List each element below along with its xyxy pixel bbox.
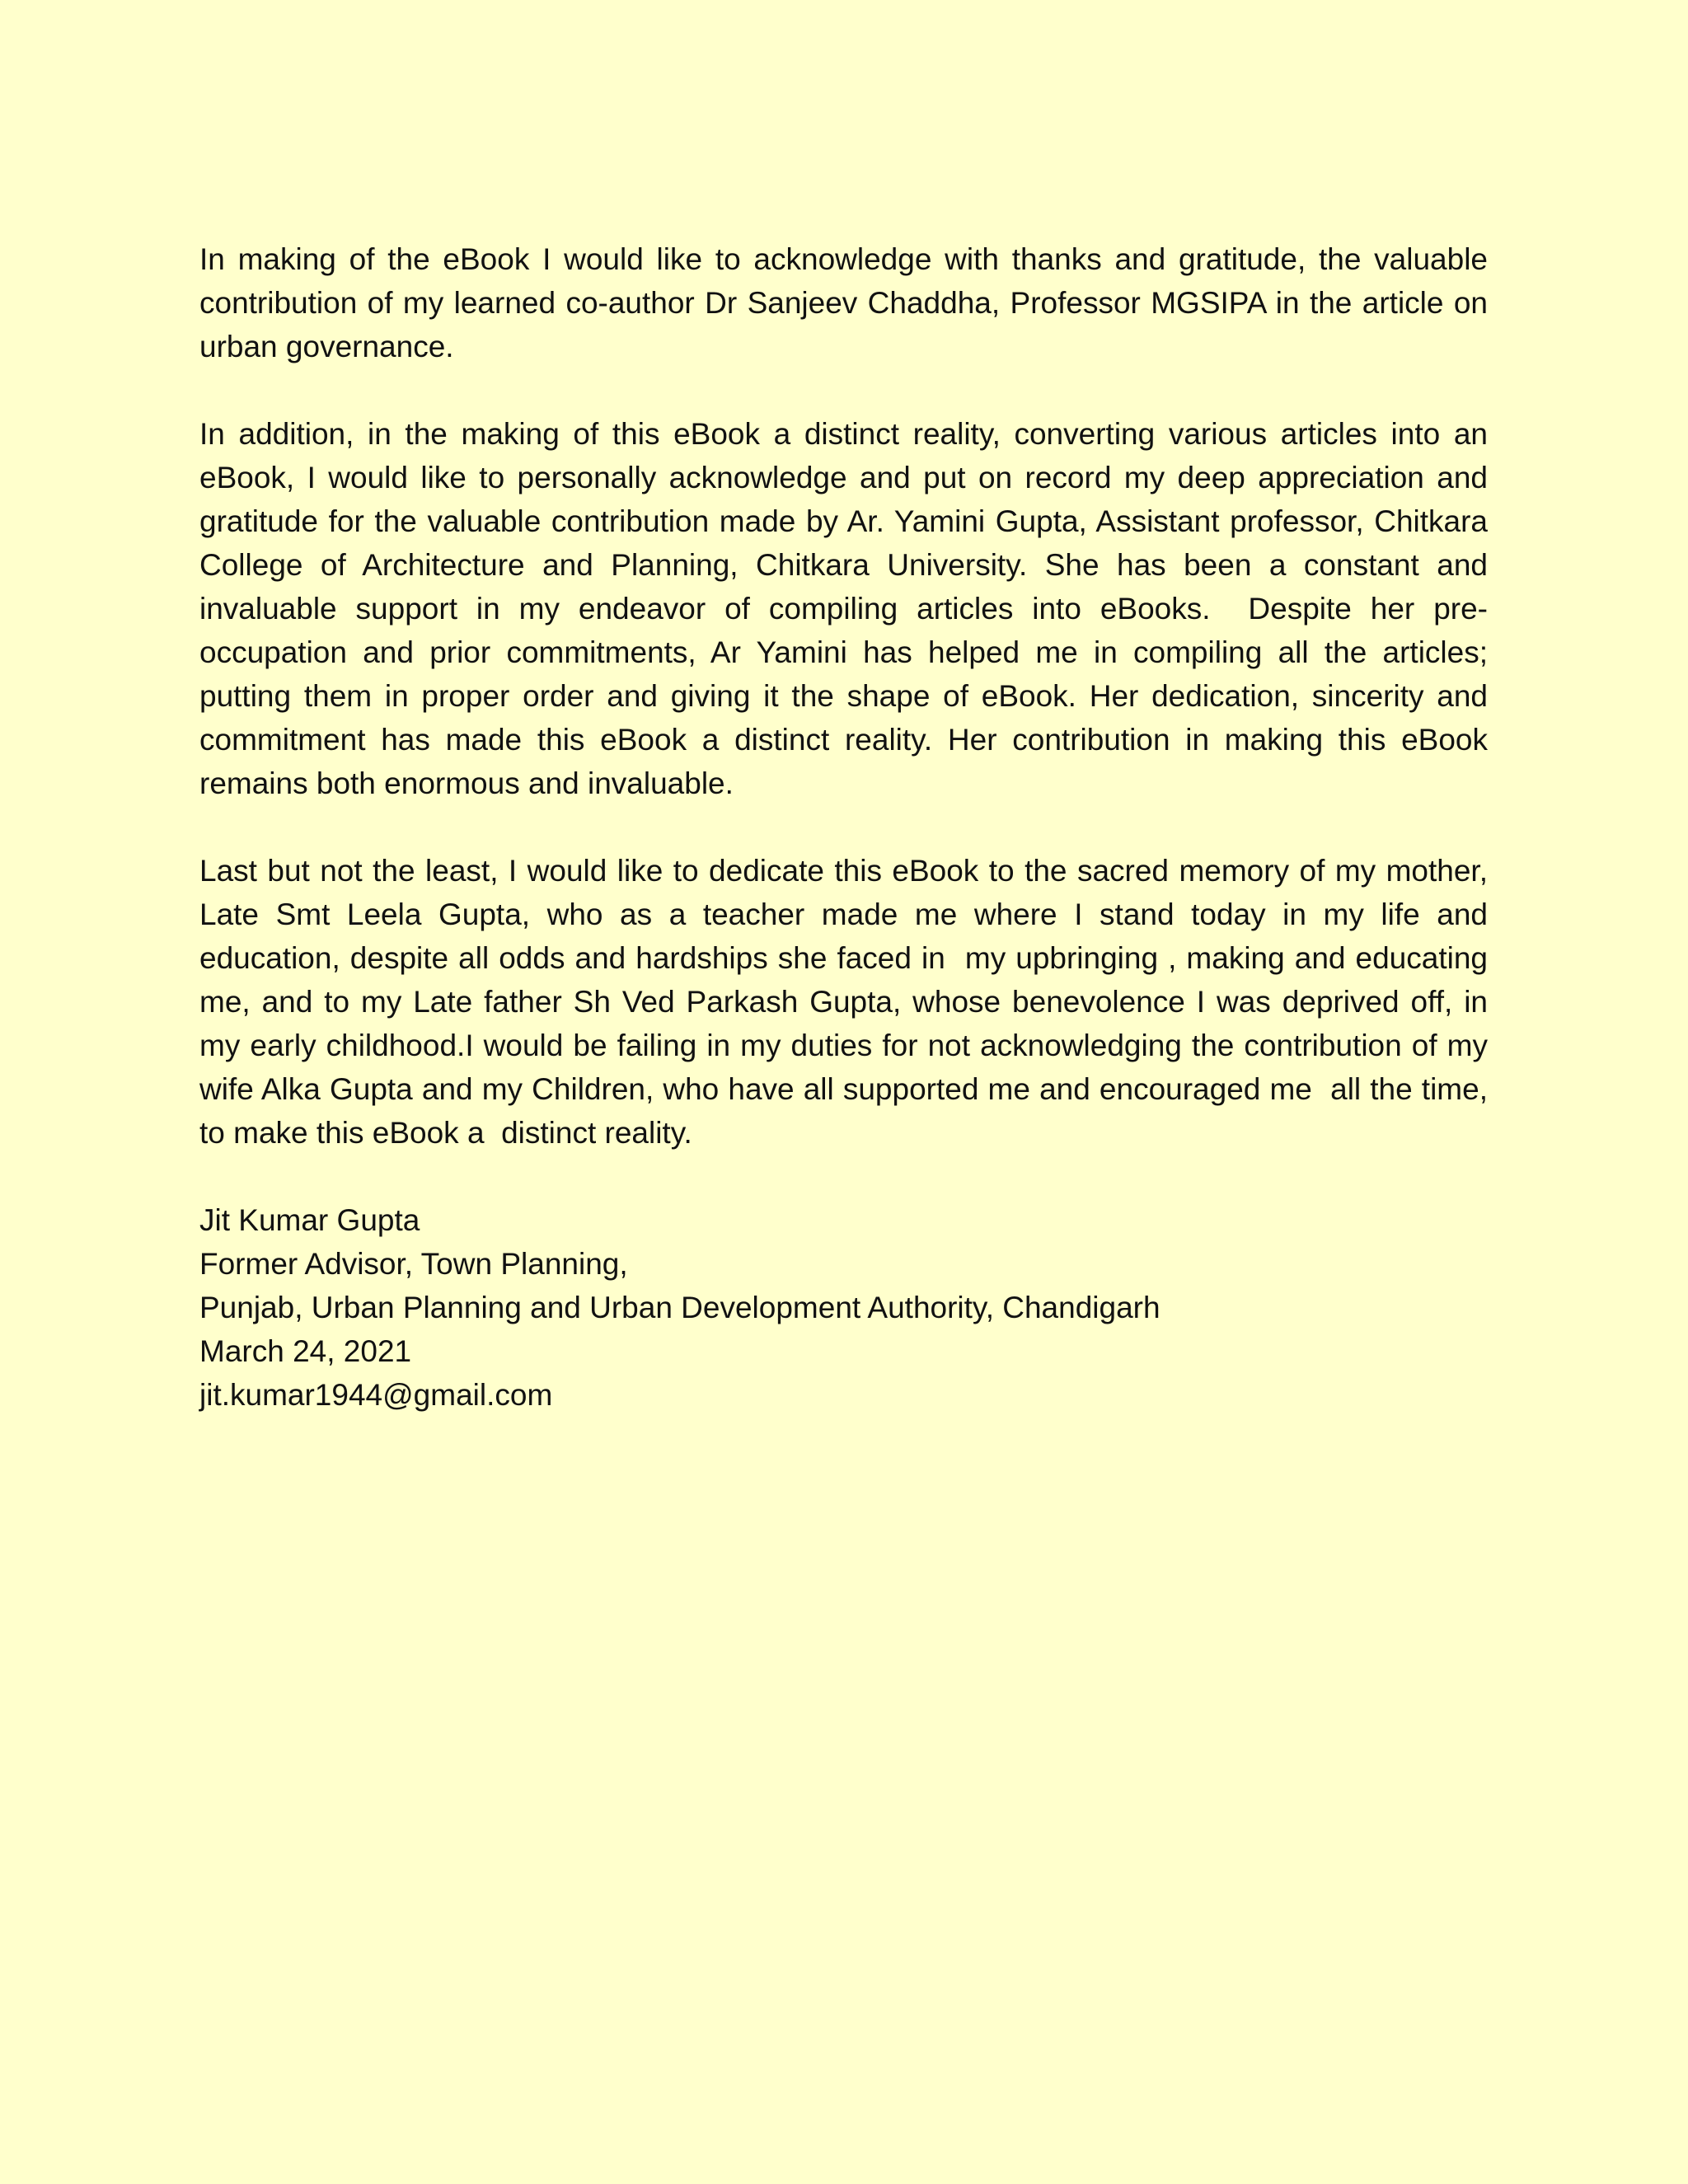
author-email: jit.kumar1944@gmail.com	[199, 1378, 553, 1412]
author-name: Jit Kumar Gupta	[199, 1203, 420, 1237]
dedication-paragraph: Last but not the least, I would like to dedicate this eBook to the sacred memory of my mother, Late Smt Leela Gupta, who as a teacher made me where I stand today in my life and education, despite all odds and hardships she faced in my upbringing , making and educating me, and to my Late father Sh Ved Parkash Gupta, whose benevolence I was deprived off, in my early childhood.I would be failing in my duties for not acknowledging the contribution of my wife Alka Gupta and my Children, who have all supported me and encouraged me all the time, to make this eBook a distinct reality.	[199, 854, 1497, 1150]
acknowledgement-paragraph-coauthor: In making of the eBook I would like to acknowledge with thanks and gratitude, the valuable contribution of my learned co-author Dr Sanjeev Chaddha, Professor MGSIPA in the article on urban governance.	[199, 242, 1497, 363]
document-page	[199, 237, 1497, 1417]
signature-block	[199, 1198, 1488, 1417]
acknowledgement-paragraph-assistant: In addition, in the making of this eBook a distinct reality, converting various articles into an eBook, I would like to personally acknowledge and put on record my deep appreciation and gratitude for the valuable contribution made by Ar. Yamini Gupta, Assistant professor, Chitkara College of Architecture and Planning, Chitkara University. She has been a constant and invaluable support in my endeavor of compiling articles into eBooks. Despite her pre-occupation and prior commitments, Ar Yamini has helped me in compiling all the articles; putting them in proper order and giving it the shape of eBook. Her dedication, sincerity and commitment has made this eBook a distinct reality. Her contribution in making this eBook remains both enormous and invaluable.	[199, 417, 1497, 800]
author-title: Former Advisor, Town Planning,	[199, 1247, 628, 1281]
signature-date: March 24, 2021	[199, 1334, 412, 1368]
author-organization: Punjab, Urban Planning and Urban Development Authority, Chandigarh	[199, 1291, 1160, 1324]
